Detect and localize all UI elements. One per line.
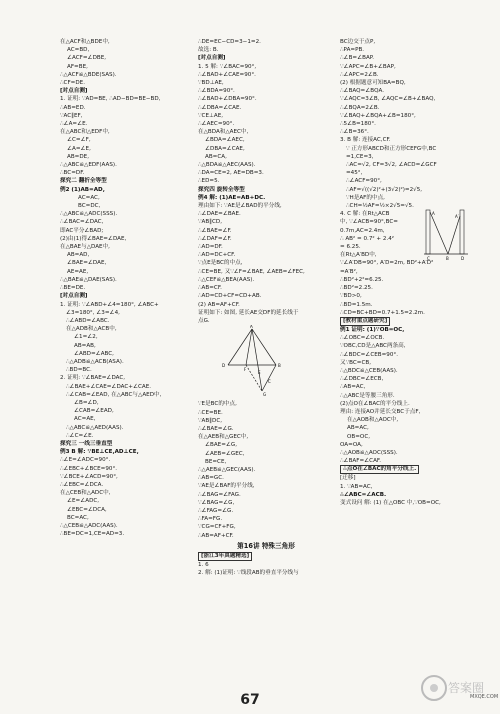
- text-line: ∠ABD=∠ABC,: [74, 350, 114, 357]
- text-line: 中, ∵∠ACB=90°,BC=: [340, 219, 398, 226]
- svg-text:D: D: [222, 363, 226, 369]
- text-line: 1. 证明: ∵∠ABD+∠4=180°, ∠ABC+: [60, 301, 159, 308]
- text-line: ∴∠EBC+∠BCE=90°.: [60, 465, 118, 472]
- svg-text:D: D: [461, 256, 465, 262]
- text-line: ∵OBC,CD是△ABC两条高,: [340, 343, 406, 350]
- section-box-heading: [教材重点题研究]: [340, 317, 390, 326]
- text-line: ∴CD=BC+BD=0.7+1.5=2.2m.: [340, 309, 425, 316]
- text-line: ∠CAB=∠EAD,: [74, 408, 114, 415]
- example-heading: 例2 (1)AB=AD,: [60, 186, 105, 193]
- text-line: ∴∠DAF=∠F.: [198, 235, 232, 242]
- section-box-heading: [浙江3年真题精选]: [198, 552, 252, 561]
- text-line: ∴AD=DC+CF.: [198, 252, 236, 259]
- text-line: ∴CH=½AF=½×2√5=√5.: [346, 203, 414, 210]
- watermark-logo: [420, 668, 494, 708]
- watermark-subtext: MXQE.COM: [470, 694, 499, 700]
- text-line: ∴∠BAD+∠CAE=90°.: [198, 71, 256, 78]
- text-line: 变式设问 解: (1) 在△OBC 中,∵OB=OC,: [340, 499, 441, 506]
- text-line: ∴∠CAB=∠EAD, 在△ABC与△AED中,: [66, 391, 162, 398]
- svg-text:C: C: [427, 256, 430, 262]
- text-line: ∴AC=√2, CF=3√2, ∠ACD=∠GCF: [346, 162, 437, 169]
- text-line: ∴△ABC≌△ADC(SSS).: [60, 211, 118, 218]
- section-heading: 探究二 翻折全等型: [60, 178, 107, 185]
- text-line: 2. 解: (1)证明: ∵线段AB的垂直平分线与: [198, 570, 299, 577]
- section-heading: [对点自测]: [60, 88, 88, 95]
- text-line: ∴∠BAG=∠FAG.: [198, 491, 241, 498]
- text-line: =45°,: [346, 170, 363, 177]
- text-line: ∠BDA=∠AEC,: [205, 137, 245, 144]
- text-line: ∵∠BAG=∠G,: [198, 499, 235, 506]
- text-line: ∴AB=AC,: [340, 384, 366, 391]
- text-line: ∠BAE=∠G,: [205, 442, 238, 449]
- text-line: (2) AB=AF+CF.: [198, 301, 240, 308]
- text-line: (2) 根据题意可知BA=BQ,: [340, 80, 406, 87]
- text-line: ∴AD=CD+CF=CD+AB.: [198, 293, 262, 300]
- text-line: ∴BE=DC=1,CE=AD=3.: [60, 531, 125, 538]
- text-line: BC=DC,: [78, 203, 101, 210]
- text-line: ∴∠ACF=90°,: [346, 178, 382, 185]
- example-heading: 例4 解: (1)AE=AB+DC.: [198, 194, 266, 201]
- text-line: 4. C 解: 在Rt△ACB: [340, 211, 390, 218]
- text-line: ∴∠BAQ=∠BQA.: [340, 88, 384, 95]
- text-line: ∴△BDA≌△AEC(AAS).: [198, 162, 256, 169]
- section-heading: [对点自测]: [198, 55, 226, 62]
- text-line: ∴△BDC≌△CEB(AAS).: [340, 367, 398, 374]
- text-line: ∴∠BQA=2∠B.: [340, 104, 380, 111]
- text-line: ∴CF=DE.: [60, 80, 85, 87]
- text-line: ∵H是AF的中点,: [346, 194, 385, 201]
- text-line: ∠A=∠E,: [67, 145, 91, 152]
- svg-text:A: A: [250, 325, 253, 330]
- text-line: ∴∠B=36°.: [340, 129, 369, 136]
- text-line: OA=OA,: [340, 441, 363, 448]
- text-line: ∴∠C=∠E.: [66, 432, 94, 439]
- text-line: ∠3=180°, ∠3=∠4,: [66, 309, 120, 316]
- svg-text:B: B: [446, 256, 449, 262]
- text-line: ∠ACF=∠DBE,: [67, 55, 107, 62]
- text-line: ∴△ABC≌△EDF(AAS).: [60, 162, 117, 169]
- text-line: 理由如下: ∵AE是∠BAD的平分线,: [198, 203, 282, 210]
- text-line: 故选: B.: [198, 47, 219, 54]
- text-line: ∠B=∠D,: [74, 399, 99, 406]
- text-line: ∴AB=ED.: [60, 104, 86, 111]
- text-line: ∵∠BAQ+∠BQA+∠B=180°,: [340, 112, 416, 119]
- column-1: [60, 38, 188, 538]
- text-line: 在△ACF和△BDE中,: [60, 39, 110, 45]
- text-line: = 6.25.: [340, 244, 361, 251]
- svg-text:E: E: [258, 370, 261, 376]
- text-line: ∴∠BAC=∠DAC,: [60, 219, 104, 226]
- text-line: ∴∠BAE+∠CAE=∠DAC+∠CAE.: [66, 383, 152, 390]
- svg-text:A: A: [432, 211, 435, 217]
- text-line: ∴△ABC≌△AED(AAS).: [66, 424, 124, 431]
- text-line: AB=CA,: [205, 153, 227, 160]
- text-line: 即AC平分∠BAD;: [60, 227, 104, 234]
- text-line: 在△ADB和△ACB中,: [66, 326, 117, 333]
- text-line: ∠BAE=∠DAE,: [67, 260, 107, 267]
- text-line: ∴∠FAG=∠G.: [198, 507, 234, 514]
- text-line: [迁移]: [340, 475, 356, 482]
- text-line: 证明如下: 如图, 延长AE交DF的延长线于: [198, 309, 299, 316]
- text-line: ∵∠APC=∠B+∠BAP,: [340, 63, 396, 70]
- text-line: AF=BE,: [67, 63, 88, 70]
- text-line: 点G.: [198, 317, 210, 324]
- text-line: ∴∠DAE=∠BAE.: [198, 211, 241, 218]
- text-line: ∴∠ABD=∠ABC.: [66, 317, 110, 324]
- text-line: ∠E=∠ADC,: [67, 498, 100, 505]
- page-number: 67: [240, 692, 260, 708]
- text-line: ∴∠OBC=∠OCB.: [340, 335, 385, 342]
- text-line: ∴∠BAF=∠CAF.: [340, 458, 381, 465]
- text-line: ∴∠BAE=∠G.: [198, 425, 234, 432]
- example-heading: 例1 证明: (1)∵OB=OC,: [340, 326, 405, 333]
- section-heading: 探究四 旋转全等型: [198, 186, 245, 193]
- text-line: 理由: 连接AO并延长交BC于点F,: [340, 408, 421, 415]
- text-line: AB=AD,: [67, 252, 90, 259]
- svg-text:G: G: [263, 392, 267, 398]
- text-line: ∵∠A′DB=90°, A′D=2m, BD²+A′D²: [340, 260, 434, 267]
- text-line: 在△AEB和△GEC中,: [198, 434, 249, 441]
- text-line: ∴△BAE≌△DAE(SAS).: [60, 276, 117, 283]
- lesson-title: 第16讲 特殊三角形: [237, 541, 295, 550]
- text-line: ∵AB∥CD,: [198, 219, 223, 226]
- text-line: BE=CE,: [205, 458, 227, 465]
- text-line: AC=BD,: [67, 47, 90, 54]
- svg-text:C: C: [268, 379, 271, 385]
- text-line: ∴PA=PB.: [340, 47, 365, 54]
- text-line: 1. 证明: ∵AD=BE, ∴AD−BD=BE−BD,: [60, 96, 161, 103]
- text-line: ∠AEB=∠GEC,: [205, 450, 245, 457]
- text-line: ∴∠AEC=90°.: [198, 121, 235, 128]
- text-line: ∴△AEB≌△GEC(AAS).: [198, 466, 256, 473]
- text-line: AB=AB,: [74, 342, 96, 349]
- section-heading: [对点自测]: [60, 293, 88, 300]
- text-line: ∵BD⊥AE,: [198, 80, 224, 87]
- text-line: ∴DA=CE=2, AE=DB=3.: [198, 170, 264, 177]
- text-line: ∴AB=CF.: [198, 285, 222, 292]
- text-line: ∴∠A=∠E.: [60, 121, 88, 128]
- text-line: AE=AE,: [67, 268, 89, 275]
- text-line: ∵ 正方形ABCD和正方形CEFG中,BC: [346, 145, 437, 152]
- example-heading: ∴∠ABC=∠ACB.: [340, 491, 387, 498]
- text-line: ∴FA=FG.: [198, 516, 223, 523]
- text-line: AC=AE,: [74, 416, 96, 423]
- text-line: ∴∠BAE=∠F.: [198, 227, 232, 234]
- text-line: ∴∠EBC=∠DCA.: [60, 481, 104, 488]
- text-line: BC边交于点P,: [340, 39, 376, 45]
- text-line: 又∵BC=CB,: [340, 359, 372, 366]
- text-line: 在Rt△A′BD中,: [340, 252, 377, 259]
- section-box-heading: ∴点O在∠BAC的角平分线上.: [340, 465, 419, 474]
- text-line: ∠C=∠F,: [67, 137, 91, 144]
- text-line: AB=DE,: [67, 153, 89, 160]
- text-line: ∴5∠B=180°.: [340, 121, 376, 128]
- text-line: ∴△AOB≌△AOC(SSS).: [340, 449, 398, 456]
- text-line: ∴∠DBC=∠ECB,: [340, 376, 384, 383]
- svg-text:A′: A′: [455, 214, 459, 220]
- text-line: ∵AB∥DC,: [198, 417, 223, 424]
- text-line: (2)由(1)得∠BAE=∠DAE,: [60, 235, 127, 242]
- text-line: ∴AD=DF.: [198, 244, 223, 251]
- text-line: ∴ED=5.: [198, 178, 220, 185]
- text-line: ∵∠BCE+∠ACD=90°,: [60, 473, 118, 480]
- text-line: 1. ∵AB=AC,: [340, 483, 373, 490]
- text-line: 在△BAE与△DAE中,: [60, 244, 110, 251]
- text-line: ∠EBC=∠DCA,: [67, 506, 107, 513]
- text-line: ∵AC∥EF,: [60, 112, 83, 119]
- text-line: ∴△ACF≌△BDE(SAS).: [60, 71, 117, 78]
- text-line: AC=AC,: [78, 194, 100, 201]
- text-line: 在△CEB和△ADC中,: [60, 490, 111, 497]
- text-line: BC=AC,: [67, 514, 89, 521]
- geometry-figure: [218, 325, 288, 397]
- text-line: 1. 6: [198, 561, 209, 568]
- text-line: ∴BD²=2.25.: [340, 285, 373, 292]
- text-line: ∠1=∠2,: [74, 334, 98, 341]
- text-line: ∴∠DBA=∠CAE.: [198, 104, 242, 111]
- text-line: ∵CG=CF+FG,: [198, 524, 236, 531]
- text-line: ∵∠AQC=3∠B, ∠AQC=∠B+∠BAQ,: [340, 96, 436, 103]
- text-line: ∵AE是∠BAF的平分线,: [198, 483, 255, 490]
- column-3: [340, 38, 468, 507]
- text-line: ∴△ABC是等腰三角形.: [340, 392, 395, 399]
- text-line: ∴AB=AF+CF.: [198, 532, 234, 539]
- text-line: ∴∠APC=2∠B.: [340, 71, 379, 78]
- text-line: 在△ABC和△EDF中,: [60, 129, 110, 136]
- ladder-figure: [424, 206, 468, 262]
- text-line: 在△AOB和△AOC中,: [347, 417, 399, 424]
- section-heading: 探究三 一线三垂直型: [60, 440, 113, 447]
- text-line: ∵点E是BC的中点,: [198, 260, 243, 267]
- text-line: 1. 5 解: ∵∠BAC=90°,: [198, 63, 257, 70]
- text-line: (2)点O在∠BAC的平分线上.: [340, 400, 410, 407]
- text-line: ∴BD=BC.: [66, 367, 92, 374]
- text-line: ∴ AB² = 0.7² + 2.4²: [340, 235, 395, 242]
- text-line: ∵E是BC的中点,: [198, 401, 237, 408]
- text-line: ∴∠BDC=∠CEB=90°.: [340, 351, 398, 358]
- text-line: ∴∠B=∠BAP.: [340, 55, 375, 62]
- svg-text:F: F: [244, 367, 247, 373]
- text-line: ∴△CEF≌△BEA(AAS).: [198, 276, 255, 283]
- example-heading: 例3 B 解: ∵BE⊥CE,AD⊥CE,: [60, 449, 139, 456]
- text-line: ∵CE⊥AE,: [198, 112, 224, 119]
- text-line: ∴BD²+2²=6.25.: [340, 276, 384, 283]
- text-line: ∴△CEB≌△ADC(AAS).: [60, 522, 118, 529]
- text-line: ∴BE=DE.: [60, 285, 86, 292]
- text-line: ∴CE=BE.: [198, 409, 223, 416]
- text-line: ∴BD=1.5m.: [340, 301, 373, 308]
- text-line: ∴∠BDA=90°.: [198, 88, 235, 95]
- text-line: ∴AB=GC.: [198, 475, 224, 482]
- text-line: ∴BC=DF.: [60, 170, 85, 177]
- svg-text:B: B: [278, 363, 281, 369]
- watermark-text: 答案圈: [448, 681, 485, 695]
- text-line: 0.7m,AC=2.4m,: [340, 227, 385, 234]
- text-line: ∴∠BAD+∠DBA=90°.: [198, 96, 257, 103]
- column-2: [198, 38, 334, 577]
- text-line: 2. 证明: ∵∠BAE=∠DAC,: [60, 375, 126, 382]
- text-line: ∴△ADB≌△ACB(ASA).: [66, 358, 124, 365]
- text-line: AB=AC,: [347, 425, 369, 432]
- text-line: 3. B 解: 连接AC,CF.: [340, 137, 391, 144]
- text-line: OB=OC,: [347, 433, 371, 440]
- text-line: ∴∠E=∠ADC=90°.: [60, 457, 111, 464]
- text-line: ∴DE=EC−CD=3−1=2.: [198, 39, 261, 45]
- text-line: ∵BD>0,: [340, 293, 362, 300]
- text-line: ∠DBA=∠CAE,: [205, 145, 245, 152]
- text-line: 在△BDA和△AEC中,: [198, 129, 249, 136]
- text-line: ∴CE=BE, 又∵∠F=∠BAE, ∠AEB=∠FEC,: [198, 268, 305, 275]
- text-line: =A′B²,: [340, 268, 358, 275]
- text-line: =1,CE=3,: [346, 153, 374, 160]
- text-line: ∴AF=√((√2)²+(3√2)²)=2√5,: [346, 186, 423, 193]
